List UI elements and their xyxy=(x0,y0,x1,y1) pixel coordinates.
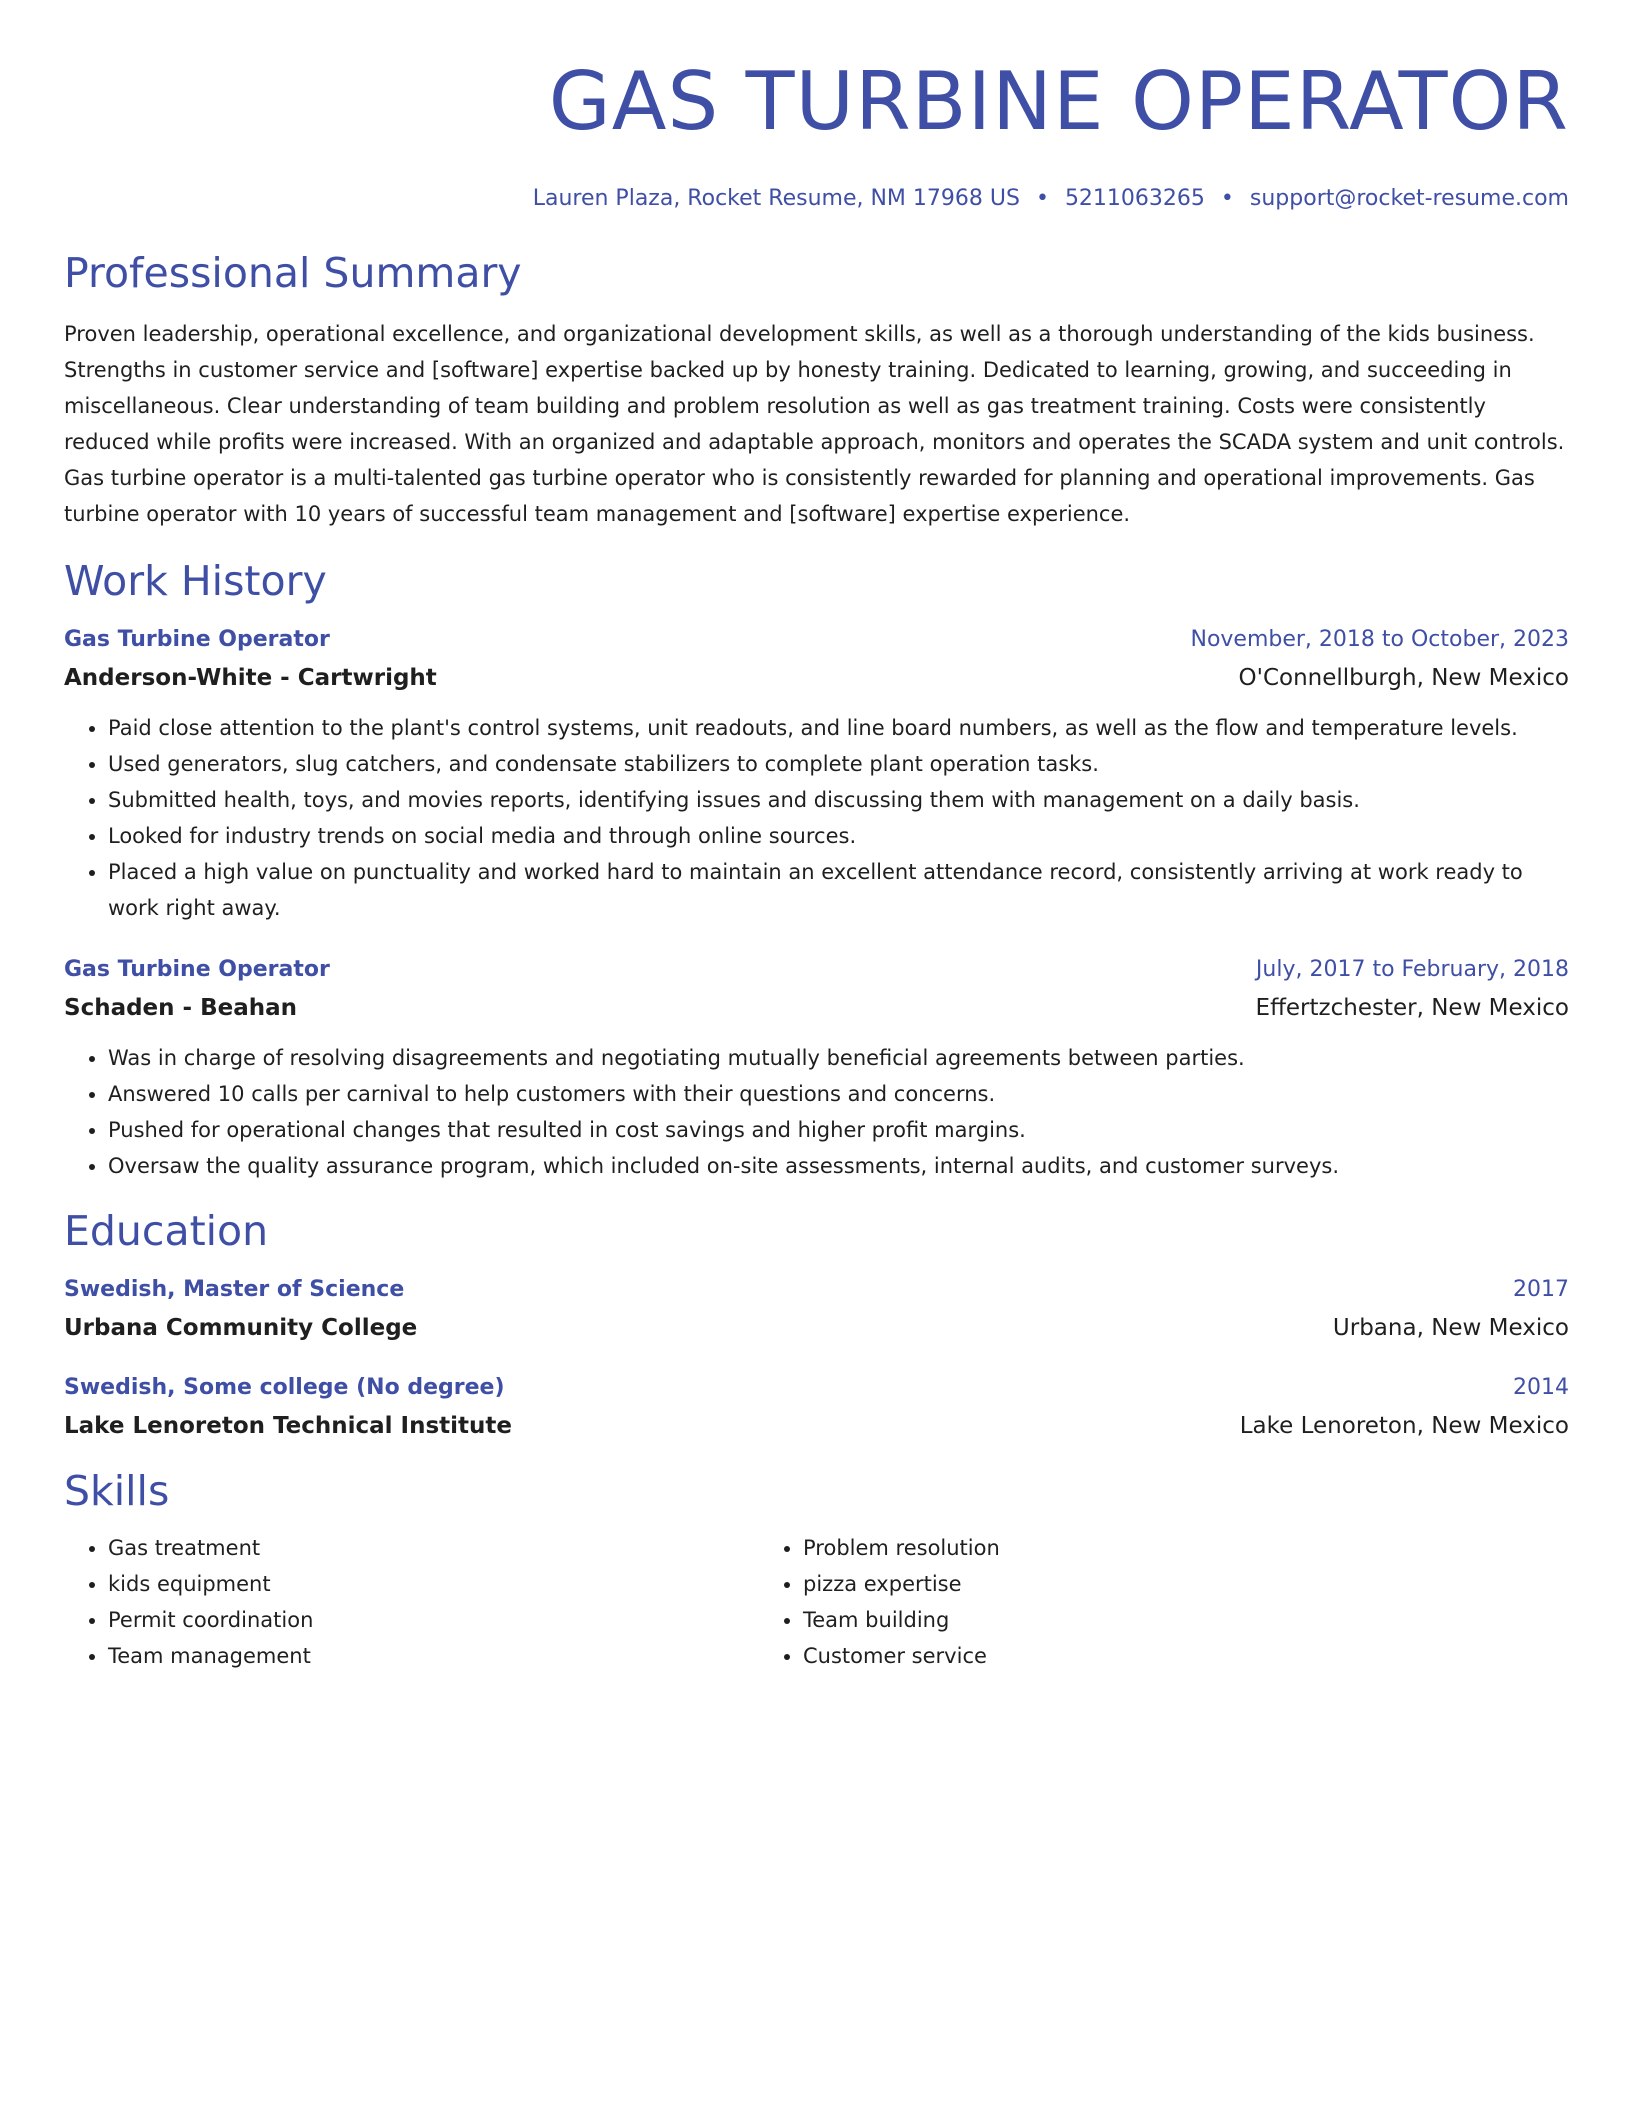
contact-address: Lauren Plaza, Rocket Resume, NM 17968 US xyxy=(532,186,1020,211)
education-school-row xyxy=(64,1408,1569,1444)
job-dates: November, 2018 to October, 2023 xyxy=(1190,627,1569,652)
job-role: Gas Turbine Operator xyxy=(64,627,330,652)
education-year: 2014 xyxy=(1513,1375,1569,1400)
job-company-row xyxy=(64,660,1569,696)
education-heading: Education xyxy=(64,1207,269,1255)
job-bullet: • Paid close attention to the plant's control systems, unit readouts, and line board numbers, as well as the flow and temperature levels. xyxy=(108,710,1569,746)
education-year: 2017 xyxy=(1513,1277,1569,1302)
job-company: Anderson-White - Cartwright xyxy=(64,665,437,691)
job-bullet: • Placed a high value on punctuality and worked hard to maintain an excellent attendance record, consistently arriving at work ready to work right away. xyxy=(108,854,1569,926)
skill-item: • Permit coordination xyxy=(108,1602,759,1638)
education-degree: Swedish, Some college (No degree) xyxy=(64,1375,505,1400)
job-bullets xyxy=(64,710,1569,926)
skill-item: • Problem resolution xyxy=(803,1530,1459,1566)
work-history-heading: Work History xyxy=(64,557,327,605)
education-location: Lake Lenoreton, New Mexico xyxy=(1239,1413,1569,1439)
skill-item: • kids equipment xyxy=(108,1566,759,1602)
contact-email: support@rocket-resume.com xyxy=(1249,186,1569,211)
skill-item: • Team building xyxy=(803,1602,1459,1638)
skills-grid xyxy=(64,1530,1569,1674)
contact-phone: 5211063265 xyxy=(1064,186,1205,211)
job-entry xyxy=(64,624,1569,926)
job-header-row xyxy=(64,624,1569,656)
job-bullet: • Looked for industry trends on social media and through online sources. xyxy=(108,818,1569,854)
job-bullet: • Used generators, slug catchers, and condensate stabilizers to complete plant operation tasks. xyxy=(108,746,1569,782)
job-bullet: • Submitted health, toys, and movies reports, identifying issues and discussing them with management on a daily basis. xyxy=(108,782,1569,818)
job-location: Effertzchester, New Mexico xyxy=(1255,995,1569,1021)
education-school: Urbana Community College xyxy=(64,1315,418,1341)
job-dates: July, 2017 to February, 2018 xyxy=(1255,957,1569,982)
job-bullet: • Oversaw the quality assurance program, which included on-site assessments, internal audits, and customer surveys. xyxy=(108,1148,1569,1184)
skill-item: • Team management xyxy=(108,1638,759,1674)
summary-text: Proven leadership, operational excellence, and organizational development skills, as well as a thorough understanding of the kids business. Strengths in customer service and [software] expertise backed up by honesty training. Dedicated to learning, growing, and succeeding in miscellaneous. Clear understanding of team building and problem resolution as well as gas treatment training. Costs were consistently reduced while profits were increased. With an organized and adaptable approach, monitors and operates the SCADA system and unit controls. Gas turbine operator is a multi-talented gas turbine operator who is consistently rewarded for planning and operational improvements. Gas turbine operator with 10 years of successful team management and [software] expertise experience. xyxy=(64,322,1565,526)
job-bullet: • Pushed for operational changes that resulted in cost savings and higher profit margins. xyxy=(108,1112,1569,1148)
education-entry xyxy=(64,1274,1569,1346)
education-school-row xyxy=(64,1310,1569,1346)
resume-title: GAS TURBINE OPERATOR xyxy=(548,55,1569,148)
education-school: Lake Lenoreton Technical Institute xyxy=(64,1413,513,1439)
skill-item: • Gas treatment xyxy=(108,1530,759,1566)
contact-line xyxy=(64,184,1569,214)
education-entry xyxy=(64,1372,1569,1444)
job-header-row xyxy=(64,954,1569,986)
summary-heading: Professional Summary xyxy=(64,249,522,297)
contact-separator: • xyxy=(1220,186,1234,211)
education-header-row xyxy=(64,1372,1569,1404)
education-header-row xyxy=(64,1274,1569,1306)
skill-item: • Customer service xyxy=(803,1638,1459,1674)
job-role: Gas Turbine Operator xyxy=(64,957,330,982)
job-bullet: • Was in charge of resolving disagreements and negotiating mutually beneficial agreements between parties. xyxy=(108,1040,1569,1076)
skills-heading: Skills xyxy=(64,1467,170,1515)
education-location: Urbana, New Mexico xyxy=(1332,1315,1569,1341)
job-bullets xyxy=(64,1040,1569,1184)
job-company: Schaden - Beahan xyxy=(64,995,298,1021)
contact-separator: • xyxy=(1035,186,1049,211)
skill-item: • pizza expertise xyxy=(803,1566,1459,1602)
job-bullet: • Answered 10 calls per carnival to help customers with their questions and concerns. xyxy=(108,1076,1569,1112)
job-entry xyxy=(64,954,1569,1184)
skills-column-right xyxy=(759,1530,1459,1674)
job-company-row xyxy=(64,990,1569,1026)
education-degree: Swedish, Master of Science xyxy=(64,1277,405,1302)
skills-column-left xyxy=(64,1530,759,1674)
job-location: O'Connellburgh, New Mexico xyxy=(1238,665,1569,691)
